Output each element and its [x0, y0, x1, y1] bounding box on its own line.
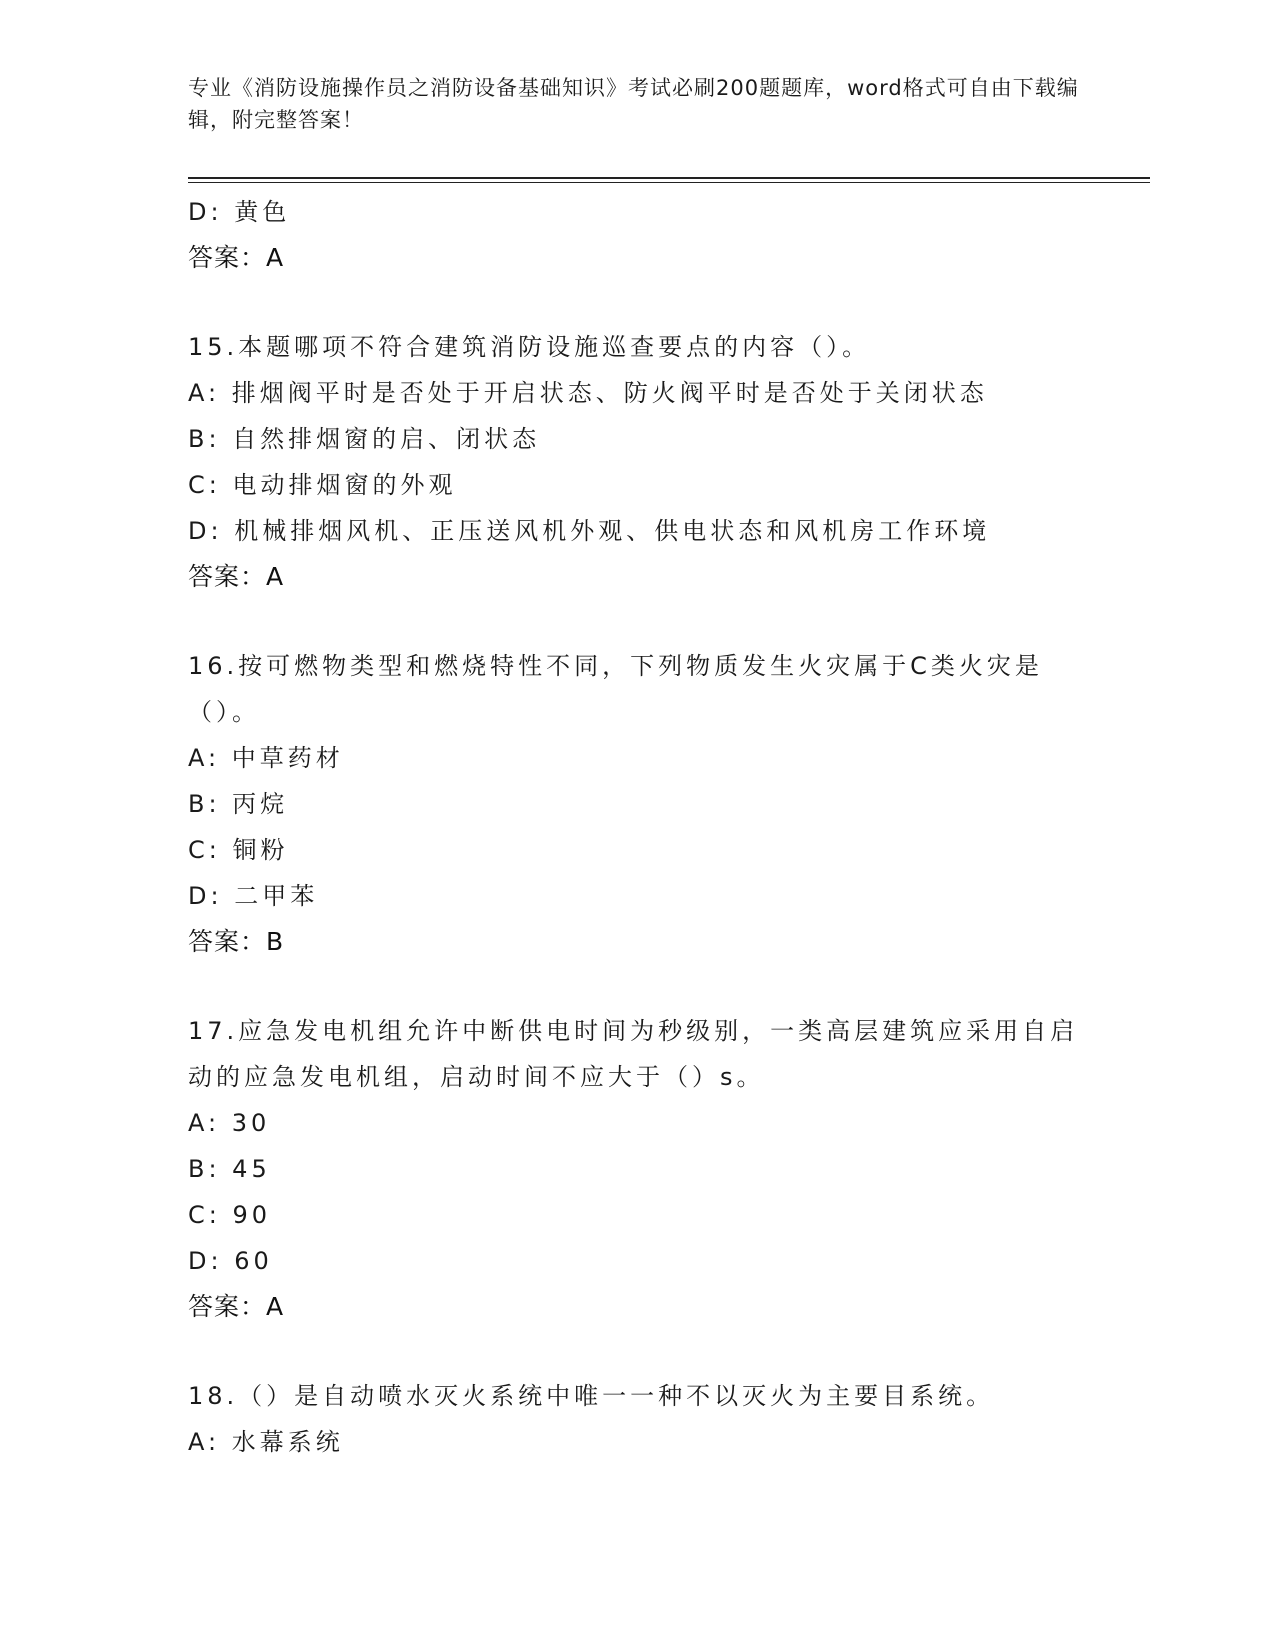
q17-option-b: B: 45	[188, 1155, 271, 1183]
q16-option-c: C: 铜粉	[188, 836, 289, 864]
document-header: 专业《消防设施操作员之消防设备基础知识》考试必刷200题题库，word格式可自由下载编辑，附完整答案！	[188, 76, 1079, 132]
q16-option-b: B: 丙烷	[188, 790, 289, 818]
header-divider-thick	[188, 177, 1150, 179]
q17-answer: 答案：A	[188, 1292, 285, 1321]
questions-content	[188, 189, 1088, 1465]
header-divider-thin	[188, 182, 1150, 183]
q16-option-d: D: 二甲苯	[188, 882, 319, 910]
q17-question: 17.应急发电机组允许中断供电时间为秒级别，一类高层建筑应采用自启动的应急发电机组，启动时间不应大于（）s。	[188, 1017, 1079, 1091]
q15-option-a: A: 排烟阀平时是否处于开启状态、防火阀平时是否处于关闭状态	[188, 379, 988, 407]
q14-option-d: D: 黄色	[188, 198, 291, 226]
q16-question: 16.按可燃物类型和燃烧特性不同，下列物质发生火灾属于C类火灾是（）。	[188, 652, 1043, 726]
q17-option-a: A: 30	[188, 1109, 271, 1137]
q16-option-a: A: 中草药材	[188, 744, 344, 772]
q18-option-a: A: 水幕系统	[188, 1428, 344, 1456]
q16-answer: 答案：B	[188, 927, 285, 956]
q14-answer: 答案：A	[188, 243, 285, 272]
q15-question: 15.本题哪项不符合建筑消防设施巡查要点的内容（）。	[188, 333, 871, 361]
q15-option-d: D: 机械排烟风机、正压送风机外观、供电状态和风机房工作环境	[188, 517, 991, 545]
q15-answer: 答案：A	[188, 562, 285, 591]
q18-question: 18.（）是自动喷水灭火系统中唯一一种不以灭火为主要目系统。	[188, 1382, 995, 1410]
q17-option-c: C: 90	[188, 1201, 272, 1229]
q15-option-b: B: 自然排烟窗的启、闭状态	[188, 425, 541, 453]
q15-option-c: C: 电动排烟窗的外观	[188, 471, 457, 499]
q17-option-d: D: 60	[188, 1247, 273, 1275]
